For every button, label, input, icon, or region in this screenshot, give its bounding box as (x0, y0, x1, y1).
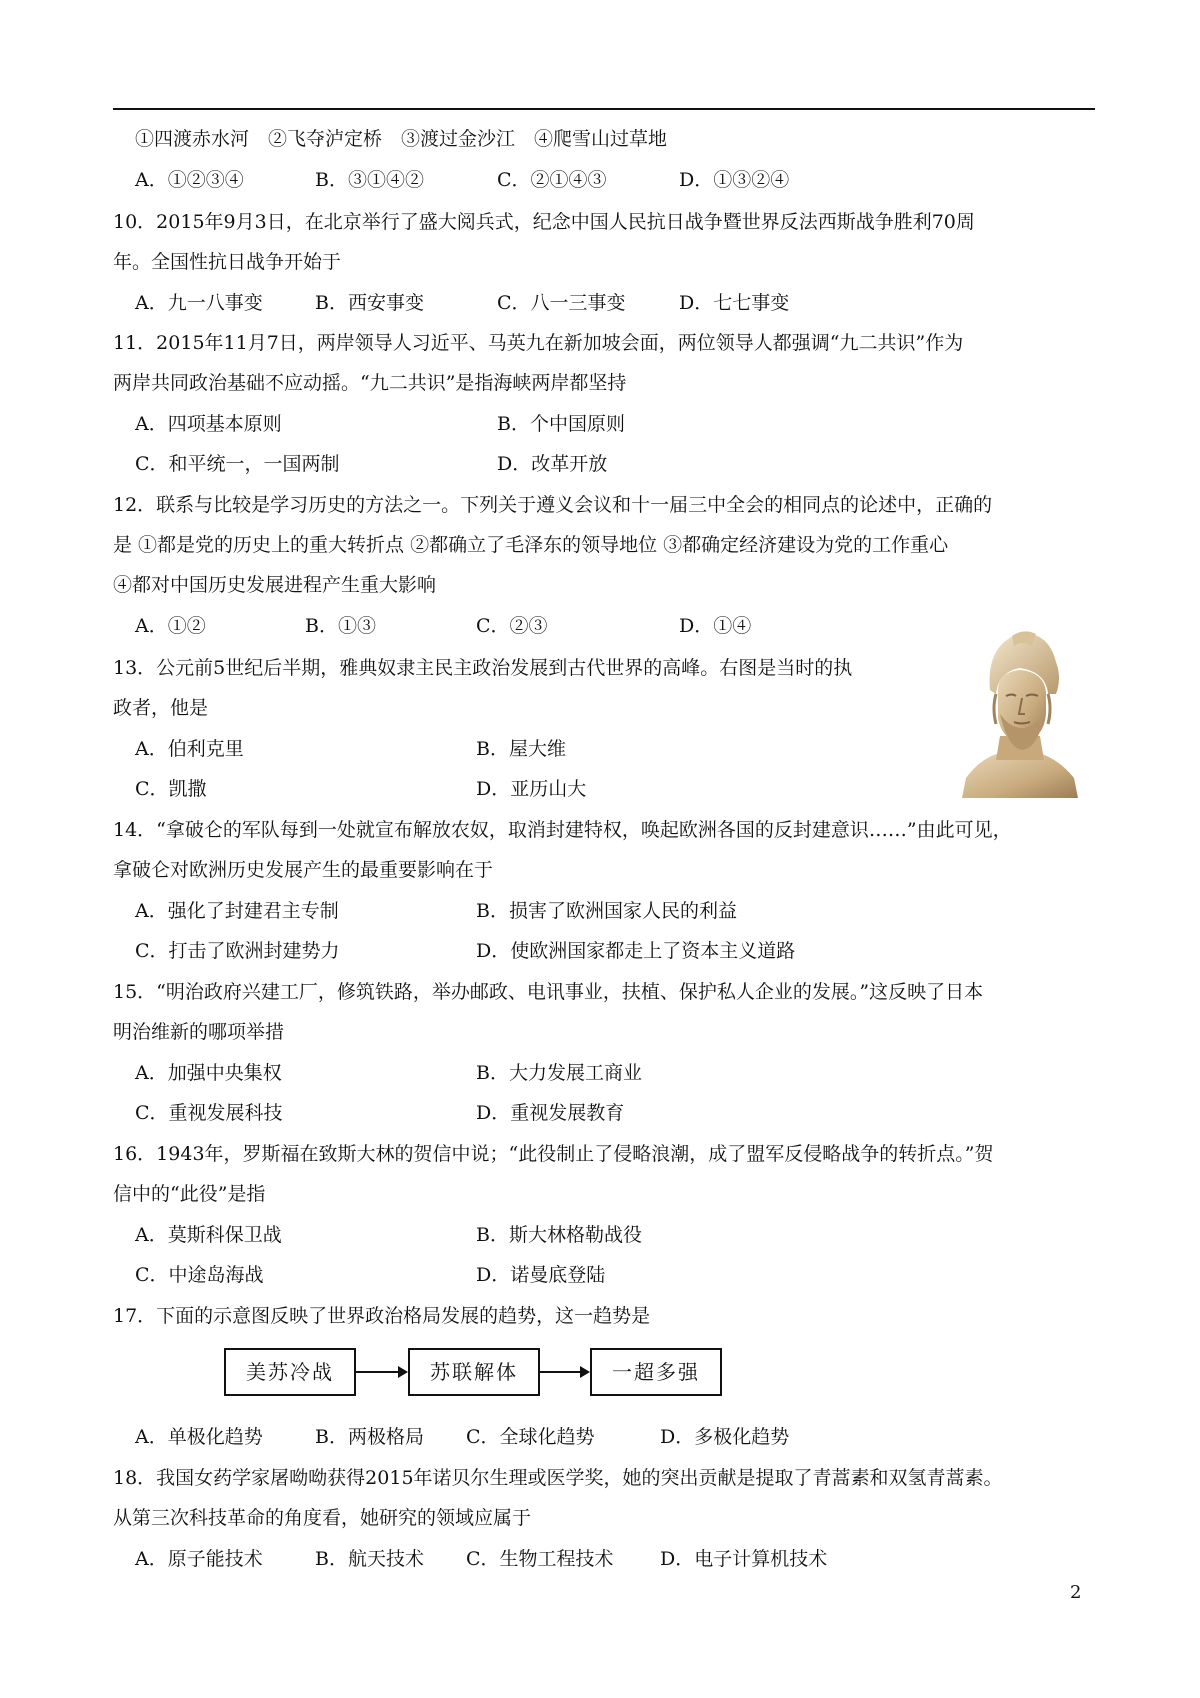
q12-text-3: ④都对中国历史发展进程产生重大影响 (113, 574, 437, 596)
q18-text-1: 18．我国女药学家屠呦呦获得2015年诺贝尔生理或医学奖，她的突出贡献是提取了青蒿素和双氢青蒿素。 (113, 1467, 1003, 1489)
q12-option-c: C．②③ (476, 615, 548, 637)
q15-option-d: D．重视发展教育 (476, 1102, 625, 1124)
q15-text-2: 明治维新的哪项举措 (113, 1021, 285, 1043)
q16-option-b: B．斯大林格勒战役 (476, 1224, 642, 1246)
page-number: 2 (1070, 1582, 1082, 1603)
q15-option-b: B．大力发展工商业 (476, 1062, 642, 1084)
q9-option-d: D．①③②④ (679, 169, 790, 191)
q12-text-2: 是 ①都是党的历史上的重大转折点 ②都确立了毛泽东的领导地位 ③都确定经济建设为党的工作重心 (113, 534, 949, 556)
header-rule (113, 108, 1095, 110)
q16-text-1: 16．1943年，罗斯福在致斯大林的贺信中说；“此役制止了侵略浪潮，成了盟军反侵略战争的转折点。”贺 (113, 1143, 994, 1165)
q11-text-2: 两岸共同政治基础不应动摇。“九二共识”是指海峡两岸都坚持 (113, 372, 627, 394)
q13-option-a: A．伯利克里 (135, 738, 244, 760)
q18-text-2: 从第三次科技革命的角度看，她研究的领域应属于 (113, 1507, 532, 1529)
q11-option-d: D．改革开放 (497, 453, 608, 475)
q10-option-b: B．西安事变 (315, 292, 424, 314)
q11-option-a: A．四项基本原则 (135, 413, 282, 435)
q13-text-1: 13．公元前5世纪后半期，雅典奴隶主民主政治发展到古代世界的高峰。右图是当时的执 (113, 657, 853, 679)
q18-option-d: D．电子计算机技术 (660, 1548, 828, 1570)
political-trend-flowchart (224, 1348, 724, 1400)
q18-option-a: A．原子能技术 (135, 1548, 263, 1570)
q13-option-d: D．亚历山大 (476, 778, 587, 800)
q16-option-d: D．诺曼底登陆 (476, 1264, 606, 1286)
q13-option-b: B．屋大维 (476, 738, 566, 760)
q11-text-1: 11．2015年11月7日，两岸领导人习近平、马英九在新加坡会面，两位领导人都强调“九二共识”作为 (113, 332, 964, 354)
q14-option-b: B．损害了欧洲国家人民的利益 (476, 900, 737, 922)
q11-option-c: C．和平统一，一国两制 (135, 453, 340, 475)
q17-option-b: B．两极格局 (315, 1426, 424, 1448)
q12-option-a: A．①② (135, 615, 206, 637)
q17-option-c: C．全球化趋势 (466, 1426, 595, 1448)
q9-items: ①四渡赤水河 ②飞夺泸定桥 ③渡过金沙江 ④爬雪山过草地 (135, 128, 668, 150)
q12-option-b: B．①③ (305, 615, 376, 637)
q10-text-2: 年。全国性抗日战争开始于 (113, 251, 342, 273)
q15-text-1: 15．“明治政府兴建工厂，修筑铁路，举办邮政、电讯事业，扶植、保护私人企业的发展。”这反映了日本 (113, 981, 984, 1003)
q14-option-c: C．打击了欧洲封建势力 (135, 940, 340, 962)
q9-option-a: A．①②③④ (135, 169, 244, 191)
q10-option-a: A．九一八事变 (135, 292, 263, 314)
q9-option-b: B．③①④② (315, 169, 424, 191)
q15-option-c: C．重视发展科技 (135, 1102, 283, 1124)
q17-option-a: A．单极化趋势 (135, 1426, 263, 1448)
q10-text-1: 10．2015年9月3日，在北京举行了盛大阅兵式，纪念中国人民抗日战争暨世界反法西斯战争胜利70周 (113, 211, 975, 233)
q13-text-2: 政者，他是 (113, 697, 209, 719)
q9-option-c: C．②①④③ (497, 169, 607, 191)
q17-text-1: 17．下面的示意图反映了世界政治格局发展的趋势，这一趋势是 (113, 1305, 651, 1327)
q16-option-a: A．莫斯科保卫战 (135, 1224, 282, 1246)
q16-option-c: C．中途岛海战 (135, 1264, 264, 1286)
q18-option-c: C．生物工程技术 (466, 1548, 614, 1570)
q12-option-d: D．①④ (679, 615, 752, 637)
flow-box-cold-war: 美苏冷战 (224, 1348, 356, 1396)
flow-box-ussr-collapse: 苏联解体 (408, 1348, 540, 1396)
q14-text-2: 拿破仑对欧洲历史发展产生的最重要影响在于 (113, 859, 494, 881)
q15-option-a: A．加强中央集权 (135, 1062, 282, 1084)
q11-option-b: B．个中国原则 (497, 413, 625, 435)
q14-text-1: 14．“拿破仑的军队每到一处就宣布解放农奴，取消封建特权，唤起欧洲各国的反封建意识……”由此可见， (113, 819, 1012, 841)
flow-arrow-2 (540, 1371, 588, 1373)
q16-text-2: 信中的“此役”是指 (113, 1183, 266, 1205)
flow-box-one-superpower: 一超多强 (590, 1348, 722, 1396)
q10-option-d: D．七七事变 (679, 292, 790, 314)
pericles-bust-image (952, 628, 1088, 798)
q13-option-c: C．凯撒 (135, 778, 207, 800)
q14-option-d: D．使欧洲国家都走上了资本主义道路 (476, 940, 796, 962)
q17-option-d: D．多极化趋势 (660, 1426, 790, 1448)
flow-arrow-1 (356, 1371, 406, 1373)
q12-text-1: 12．联系与比较是学习历史的方法之一。下列关于遵义会议和十一届三中全会的相同点的论述中，正确的 (113, 494, 993, 516)
q14-option-a: A．强化了封建君主专制 (135, 900, 339, 922)
q18-option-b: B．航天技术 (315, 1548, 424, 1570)
q10-option-c: C．八一三事变 (497, 292, 626, 314)
